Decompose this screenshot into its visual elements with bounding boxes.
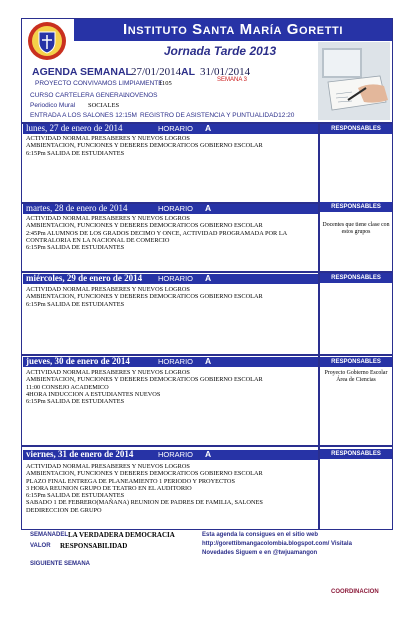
responsables-header: RESPONSABLES	[320, 357, 392, 367]
curso-value: NOVENOS	[125, 92, 158, 99]
responsables-header: RESPONSABLES	[320, 202, 392, 212]
horario-value: A	[205, 449, 212, 459]
web-note: Esta agenda la consigues en el sitio web	[202, 532, 319, 538]
hand-writing-photo-icon	[318, 42, 390, 120]
day-header-monday	[23, 124, 318, 134]
day-name: martes, 28 de enero de 2014	[26, 203, 128, 213]
siguiente-semana-label: SIGUIENTE SEMANA	[30, 561, 91, 567]
horario-value: A	[205, 273, 212, 283]
horario-label: HORARIO	[158, 204, 194, 213]
section-divider	[21, 445, 393, 447]
twitter-note: Novedades Siguem e en @twjuamangon	[202, 550, 318, 556]
horario-label: HORARIO	[158, 450, 194, 459]
web-link[interactable]: http://gorettibmangacolombia.blogspot.com/ Visitala	[202, 541, 352, 547]
periodico-label: Periodico Mural	[30, 102, 76, 109]
date-from: 27/01/2014	[131, 66, 182, 78]
project-number: 1105	[159, 80, 172, 87]
semana-label: SEMANA 3	[217, 77, 248, 83]
institution-name: Instituto Santa María Goretti	[123, 21, 343, 38]
coordinacion-label: COORDINACION	[331, 589, 379, 595]
column-divider	[318, 122, 320, 204]
day-header-wednesday	[23, 274, 318, 284]
periodico-value: SOCIALES	[88, 102, 120, 109]
semanadel-label: SEMANADEL	[30, 532, 69, 538]
day-responsables: Docentes que tiene clase con estos grupos	[322, 222, 390, 235]
day-name: viernes, 31 de enero de 2014	[26, 449, 134, 459]
day-name: miércoles, 29 de enero de 2014	[26, 273, 143, 283]
column-divider	[318, 354, 320, 446]
horario-label: HORARIO	[158, 357, 194, 366]
horario-value: A	[205, 203, 212, 213]
day-activities: ACTIVIDAD NORMAL PRESABERES Y NUEVOS LOGROS AMBIENTACION, FUNCIONES Y DEBERES DEMOCRATICOS GOBIERNO ESCOLAR 2:45Pm ALUMNOS DE LOS GRADOS DECIMO Y ONCE, ACTIVIDAD PROGRAMADA POR LA CONTRALORIA EN LA NACIONAL DE COMERCIO 6:15Pm SALIDA DE ESTUDIANTES	[26, 215, 288, 252]
day-name: lunes, 27 de enero de 2014	[26, 123, 123, 133]
registro-text: REGISTRO DE ASISTENCIA Y PUNTUALIDAD12:20	[140, 112, 295, 119]
horario-value: A	[205, 123, 212, 133]
day-name: jueves, 30 de enero de 2014	[26, 356, 130, 366]
valor-value: RESPONSABILIDAD	[60, 542, 128, 550]
day-activities: ACTIVIDAD NORMAL PRESABERES Y NUEVOS LOGROS AMBIENTACION, FUNCIONES Y DEBERES DEMOCRATICOS GOBIERNO ESCOLAR 6:15Pm SALIDA DE ESTUDIANTES	[26, 286, 263, 308]
column-divider	[318, 271, 320, 355]
horario-label: HORARIO	[158, 124, 194, 133]
date-to: 31/01/2014	[200, 66, 251, 78]
day-header-tuesday	[23, 204, 318, 214]
responsables-header: RESPONSABLES	[320, 273, 392, 283]
day-header-friday	[23, 450, 318, 460]
horario-label: HORARIO	[158, 274, 194, 283]
horario-value: A	[205, 356, 212, 366]
column-divider	[318, 445, 320, 529]
column-divider	[318, 202, 320, 272]
responsables-header: RESPONSABLES	[320, 124, 392, 134]
day-activities: ACTIVIDAD NORMAL PRESABERES Y NUEVOS LOGROS AMBIENTACION, FUNCIONES Y DEBERES DEMOCRATICOS GOBIERNO ESCOLAR 6:15Pm SALIDA DE ESTUDIANTES	[26, 135, 263, 157]
day-header-thursday	[23, 357, 318, 367]
valor-label: VALOR	[30, 543, 51, 549]
semanadel-value: LA VERDADERA DEMOCRACIA	[68, 531, 175, 539]
agenda-label: AGENDA SEMANAL	[32, 66, 132, 78]
title-bar	[74, 19, 392, 41]
day-activities: ACTIVIDAD NORMAL PRESABERES Y NUEVOS LOGROS AMBIENTACION, FUNCIONES Y DEBERES DEMOCRATICOS GOBIERNO ESCOLAR 11:00 CONSEJO ACADEMICO 4HORA INDUCCION A ESTUDIANTES NUEVOS 6:15Pm SALIDA DE ESTUDIANTES	[26, 369, 263, 406]
day-activities: ACTIVIDAD NORMAL PRESABERES Y NUEVOS LOGROS AMBIENTACION, FUNCIONES Y DEBERES DEMOCRATICOS GOBIERNO ESCOLAR PLAZO FINAL ENTREGA DE PLANEAMIENTO 1 PERIODO Y PROYECTOS 3 HORA REUNION GRUPO DE TEATRO EN EL AUDITORIO 6:15Pm SALIDA DE ESTUDIANTES SABADO 1 DE FEBRERO(MAÑANA) REUNION DE PADRES DE FAMILIA, SALONES DEDIRECCION DE GRUPO	[26, 463, 263, 514]
responsables-header: RESPONSABLES	[320, 449, 392, 459]
al-label: AL	[181, 66, 195, 78]
project-label: PROYECTO CONVIVAMOS LIMPIAMENTE	[35, 80, 163, 87]
entrada-text: ENTRADA A LOS SALONES 12:15M	[30, 112, 137, 119]
school-shield-emblem-icon	[27, 21, 67, 61]
page-subtitle: Jornada Tarde 2013	[163, 44, 277, 58]
day-responsables: Proyecto Gobierno Escolar Área de Ciencias	[324, 370, 388, 383]
curso-label: CURSO CARTELERA GENERAL	[30, 92, 127, 99]
